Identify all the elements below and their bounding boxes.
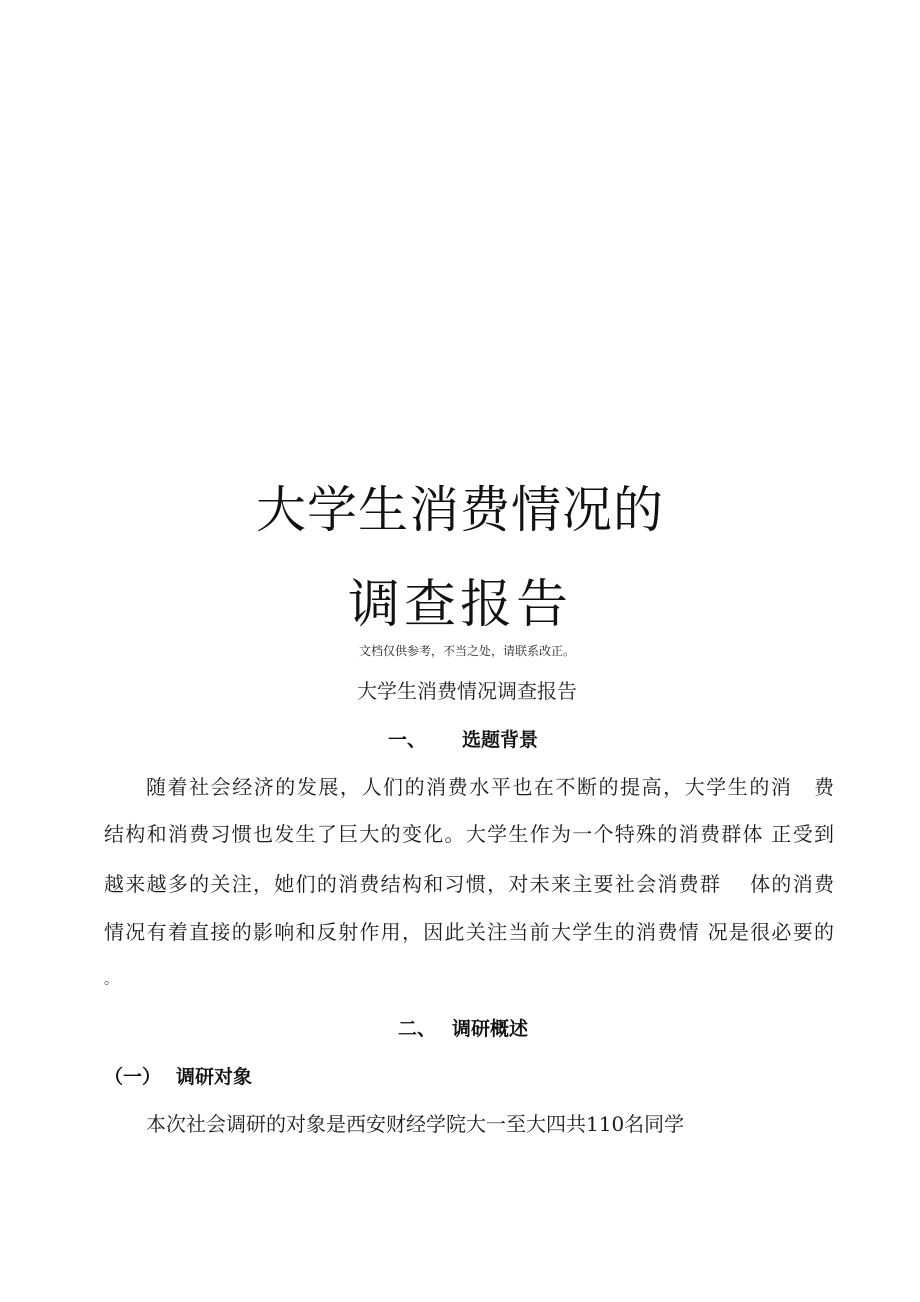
paragraph-line: 。 — [104, 972, 118, 988]
subsection1-text: 本次社会调研的对象是西安财经学院大一至大四共110名同学 — [146, 1112, 685, 1136]
section2-heading: 调研概述 — [452, 1018, 529, 1040]
paragraph-line: 随着社会经济的发展，人们的消费水平也在不断的提高，大学生的消 费 — [146, 775, 834, 799]
disclaimer-note: 文档仅供参考，不当之处，请联系改正。 — [358, 644, 575, 658]
subsection1-heading: 调研对象 — [176, 1066, 253, 1088]
document-title-line1: 大学生消费情况的 — [256, 481, 664, 539]
document-title-line2: 调查报告 — [347, 575, 572, 635]
section2-number: 二、 — [398, 1018, 437, 1040]
section1-heading: 选题背景 — [462, 729, 539, 751]
document-subtitle: 大学生消费情况调查报告 — [357, 679, 577, 703]
paragraph-line: 越来越多的关注，她们的消费结构和习惯，对未来主要社会消费群 体的消费 — [104, 872, 834, 896]
paragraph-line: 情况有着直接的影响和反射作用，因此关注当前大学生的消费情 况是很必要的 — [104, 920, 834, 944]
paragraph-line: 结构和消费习惯也发生了巨大的变化。大学生作为一个特殊的消费群体 正受到 — [104, 822, 834, 846]
section1-number: 一、 — [388, 729, 427, 751]
subsection1-number: （一） — [104, 1066, 162, 1088]
